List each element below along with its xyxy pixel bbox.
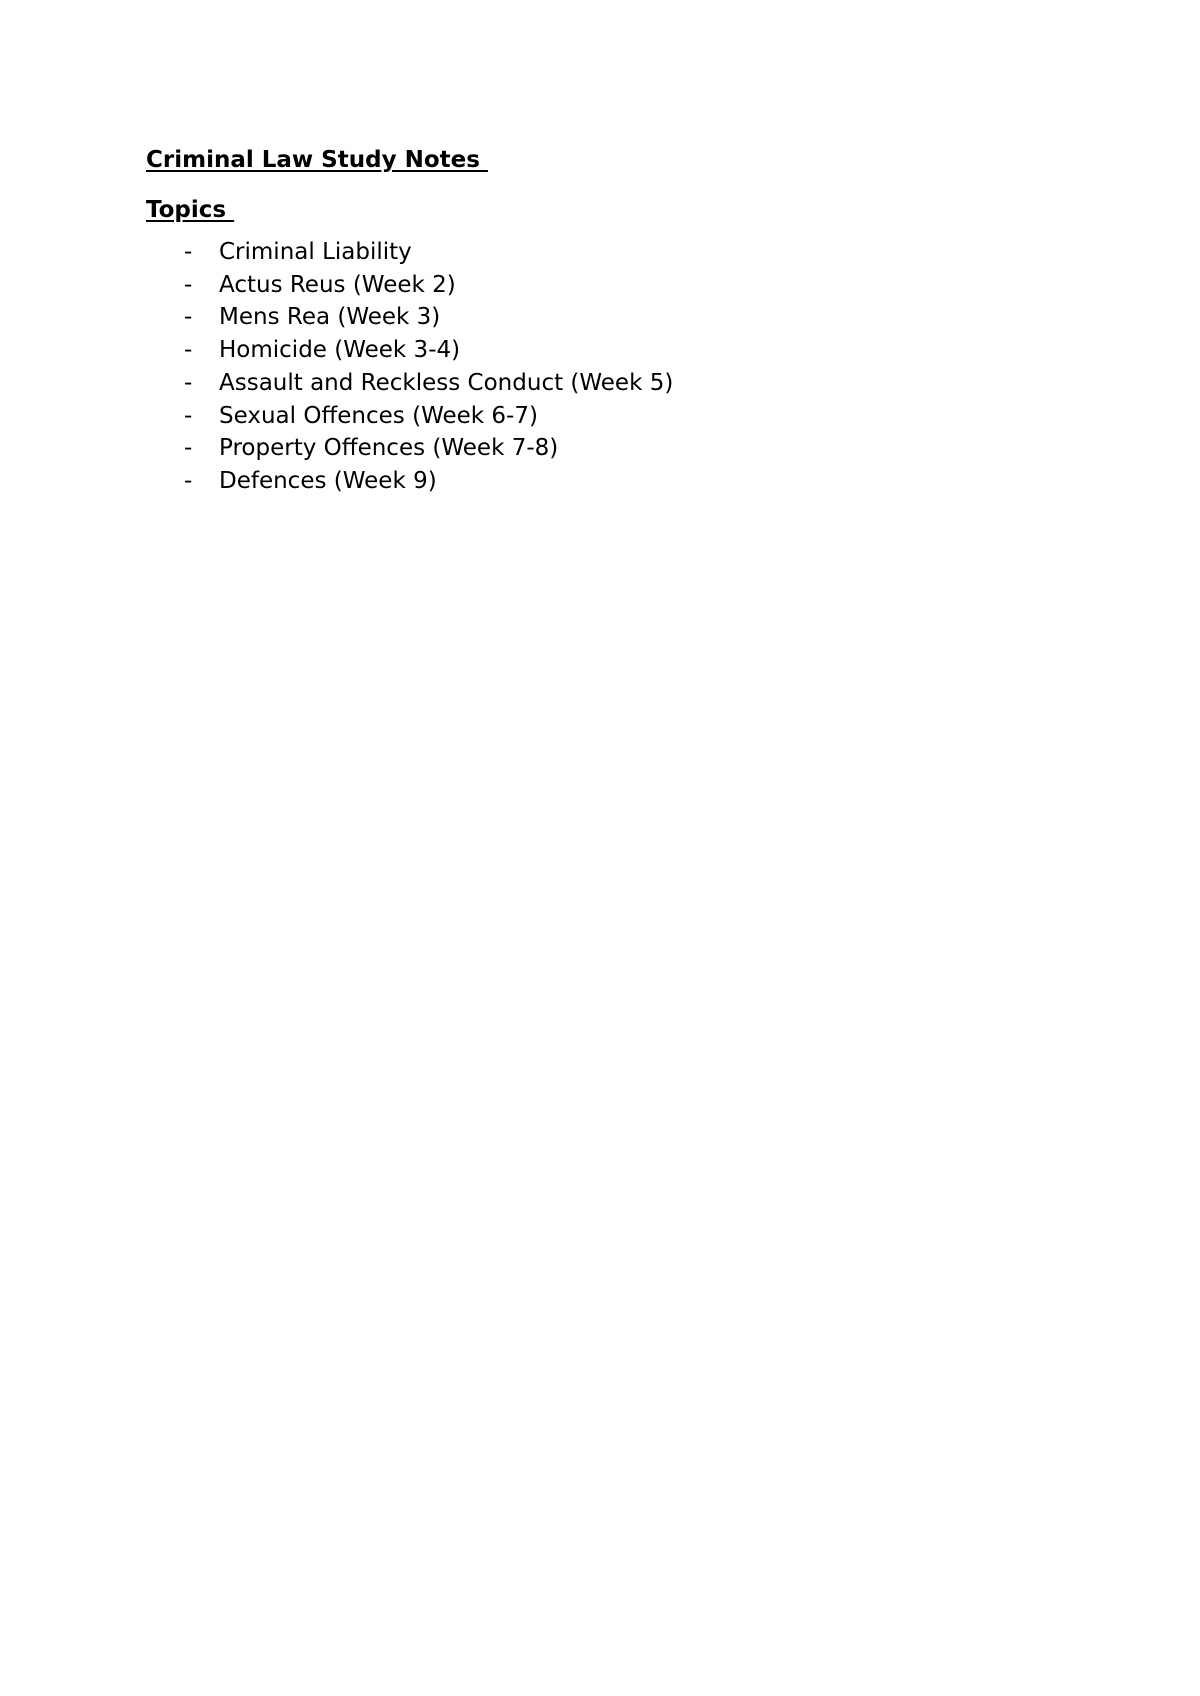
topic-label: Defences (Week 9) [219,467,437,494]
list-bullet: - [184,337,193,364]
list-bullet: - [184,369,193,396]
topic-label: Assault and Reckless Conduct (Week 5) [219,369,674,396]
list-bullet: - [184,304,193,331]
list-item [146,269,1046,302]
topic-list [146,236,1046,498]
list-item [146,400,1046,433]
topic-label: Property Offences (Week 7-8) [219,435,559,462]
topic-label: Mens Rea (Week 3) [219,304,441,331]
topic-label: Criminal Liability [219,239,412,265]
topic-label: Homicide (Week 3-4) [219,337,461,364]
document-title: Criminal Law Study Notes [146,147,488,173]
list-bullet: - [184,402,193,429]
list-bullet: - [184,271,193,298]
list-item [146,236,1046,269]
document-body [146,140,1046,498]
list-bullet: - [184,467,193,494]
topic-label: Actus Reus (Week 2) [219,271,456,298]
list-item [146,367,1046,400]
topic-label: Sexual Offences (Week 6-7) [219,402,538,429]
list-item [146,432,1046,465]
list-item [146,334,1046,367]
section-heading-topics: Topics [146,197,235,223]
list-bullet: - [184,239,193,265]
list-bullet: - [184,435,193,462]
list-item [146,465,1046,498]
list-item [146,301,1046,334]
